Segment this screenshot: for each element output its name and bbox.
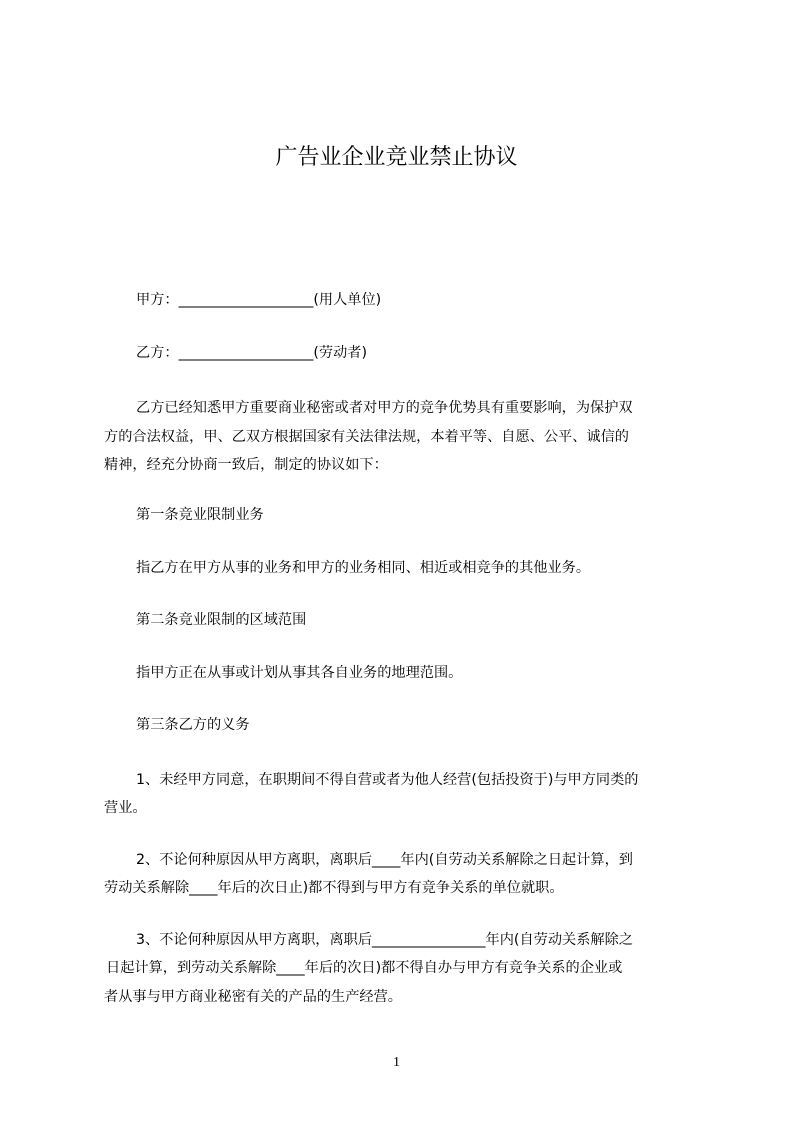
item3-line: 日起计算，到劳动关系解除____年后的次日)都不得自办与甲方有竞争关系的企业或	[106, 960, 623, 976]
article1-heading: 第一条竞业限制业务	[136, 507, 264, 523]
item3-line: 者从事与甲方商业秘密有关的产品的生产经营。	[104, 989, 402, 1005]
preamble-line: 方的合法权益，甲、乙双方根据国家有关法律法规，本着平等、自愿、公平、诚信的	[104, 429, 629, 445]
party-a-line: 甲方：___________________(用人单位)	[136, 292, 382, 308]
item2-line: 劳动关系解除____年后的次日止)都不得到与甲方有竞争关系的单位就职。	[104, 880, 564, 896]
item3-line: 3、不论何种原因从甲方离职，离职后________________年内(自劳动关系解除之	[136, 932, 633, 948]
article2-heading: 第二条竞业限制的区域范围	[136, 612, 307, 628]
article3-heading: 第三条乙方的义务	[136, 717, 250, 733]
article2-body: 指甲方正在从事或计划从事其各自业务的地理范围。	[136, 665, 463, 681]
document-title: 广告业企业竞业禁止协议	[275, 145, 518, 170]
article1-body: 指乙方在甲方从事的业务和甲方的业务相同、相近或相竞争的其他业务。	[136, 560, 591, 576]
item2-line: 2、不论何种原因从甲方离职，离职后____年内(自劳动关系解除之日起计算，到	[136, 852, 633, 868]
party-b-line: 乙方：___________________(劳动者)	[136, 345, 367, 361]
page-number: 1	[393, 1055, 400, 1070]
item1-line: 营业。	[104, 800, 147, 816]
item1-line: 1、未经甲方同意，在职期间不得自营或者为他人经营(包括投资于)与甲方同类的	[136, 772, 639, 788]
preamble-line: 乙方已经知悉甲方重要商业秘密或者对甲方的竞争优势具有重要影响，为保护双	[136, 400, 633, 416]
preamble-line: 精神，经充分协商一致后，制定的协议如下：	[104, 457, 388, 473]
